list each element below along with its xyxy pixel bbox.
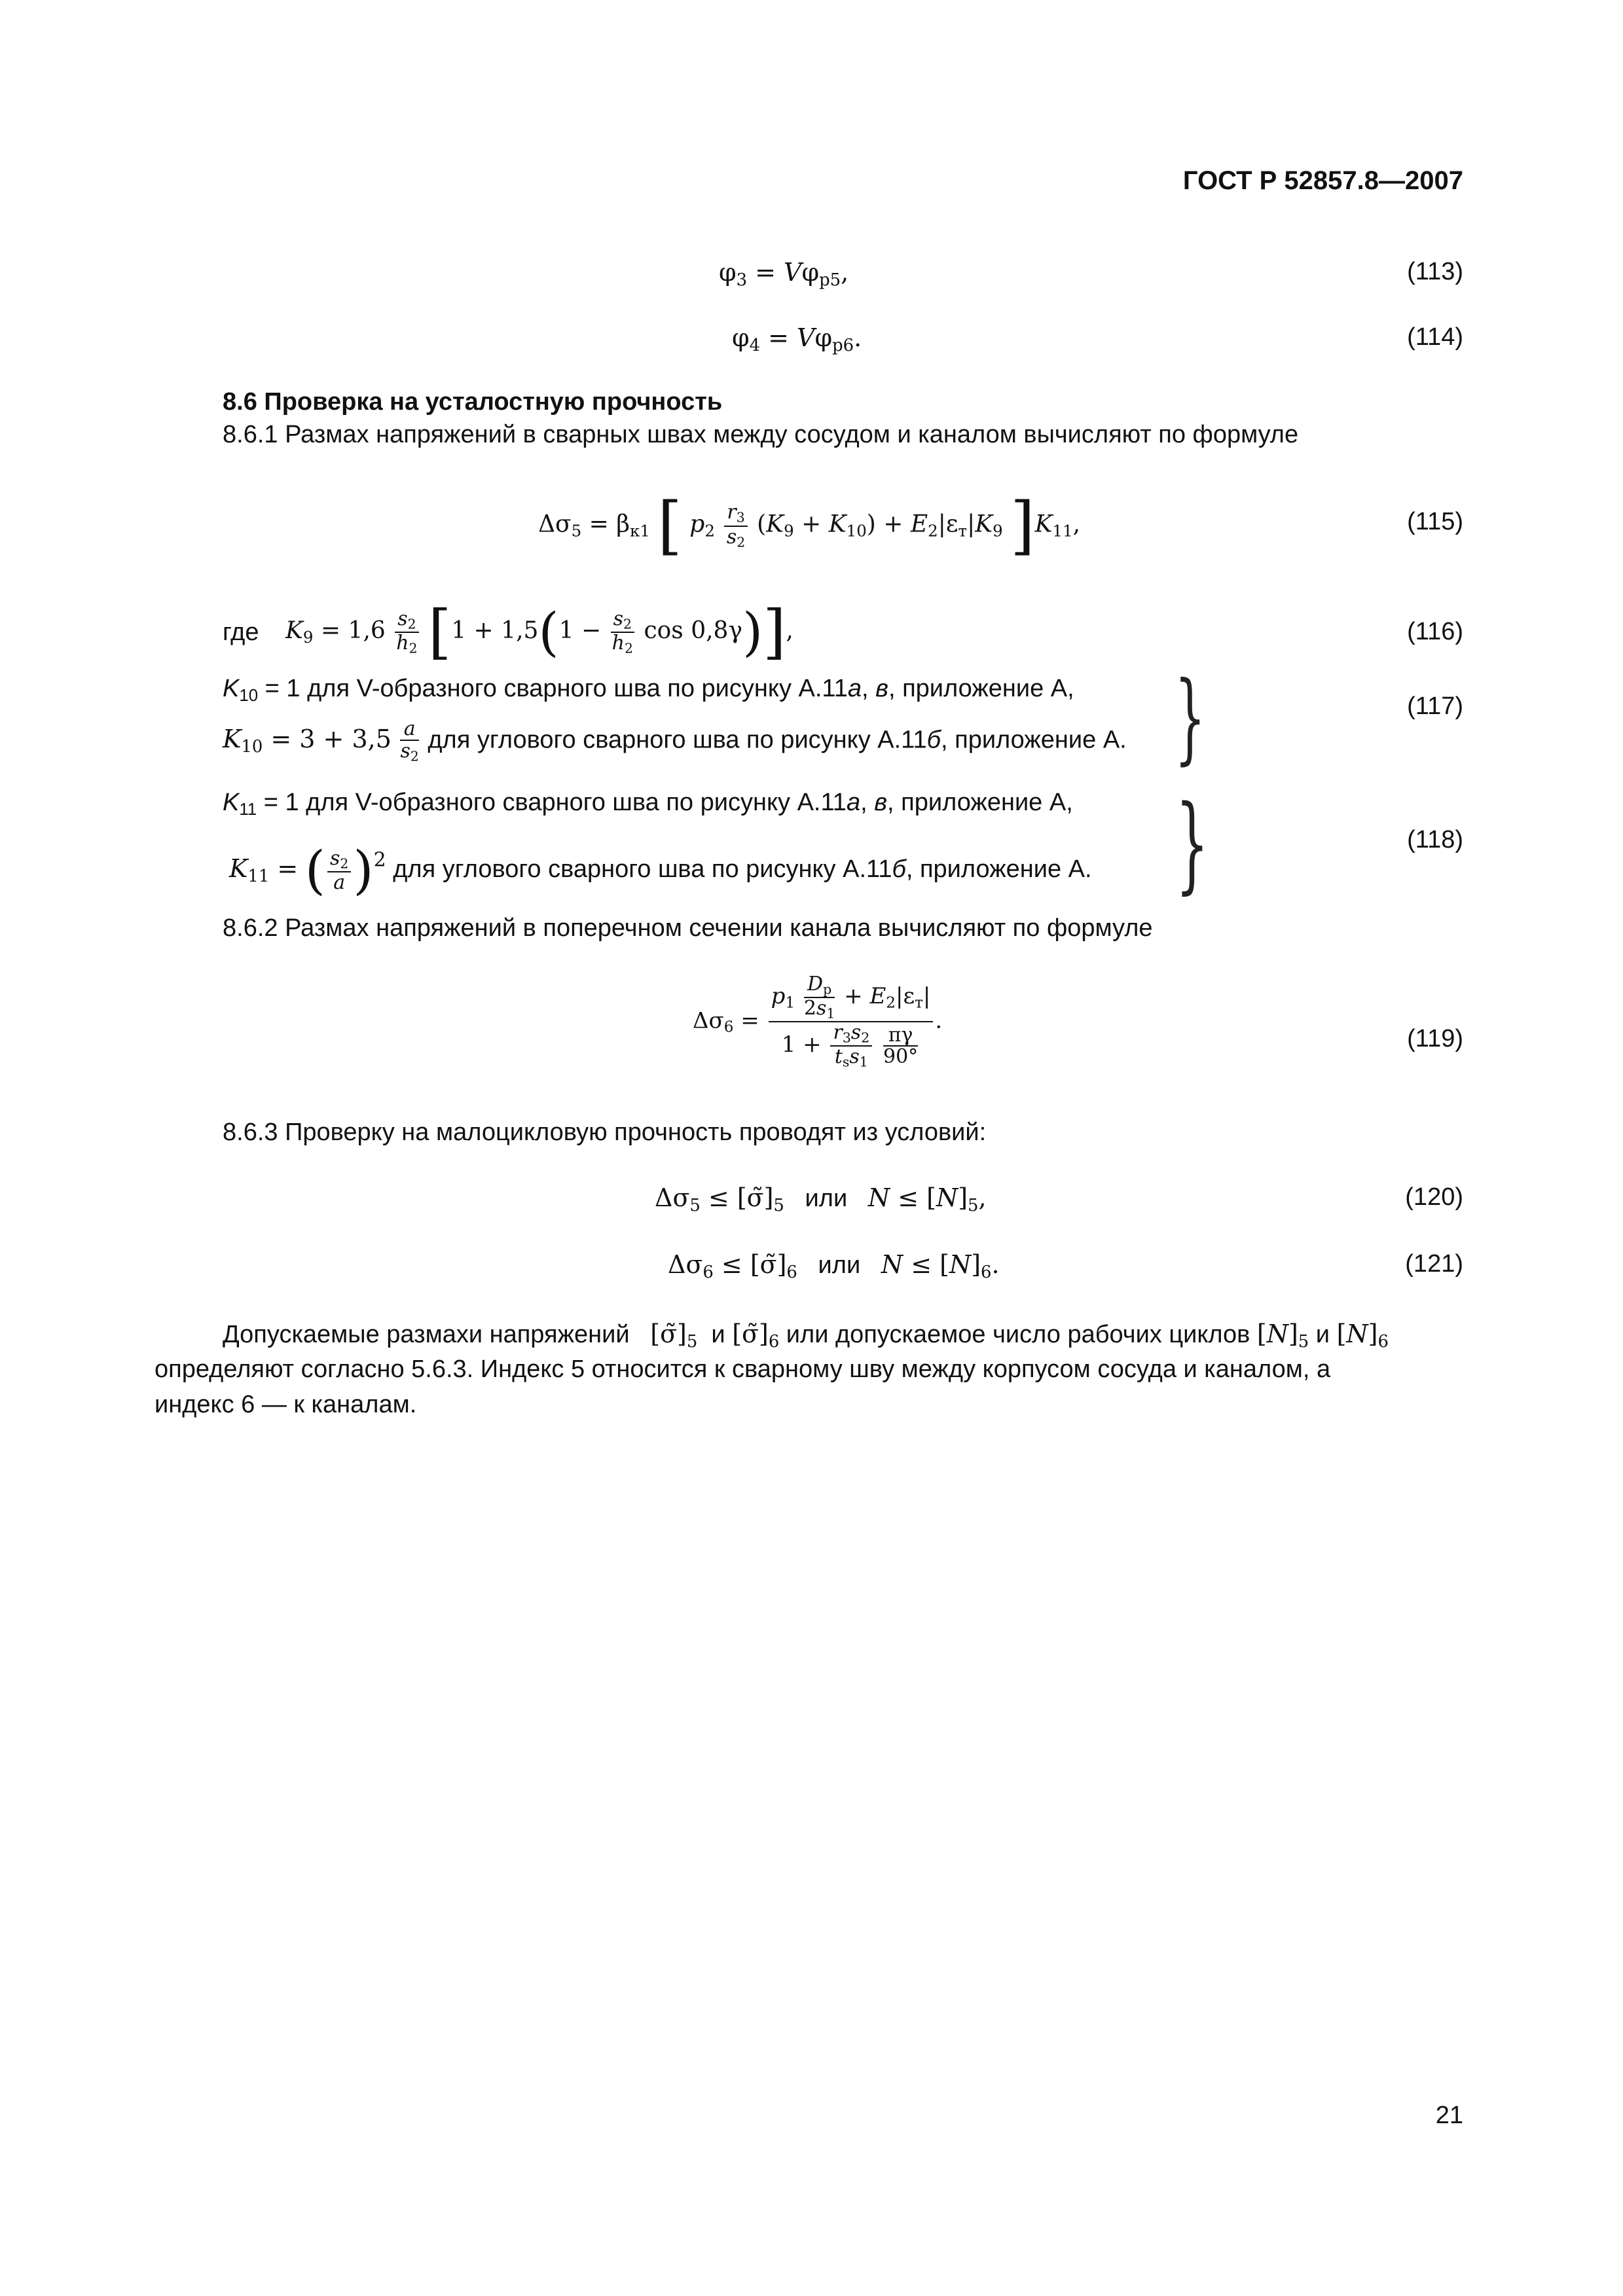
eq118-line2-tail: , приложение А. [905,855,1092,884]
equation-number-115: (115) [1407,508,1463,535]
section-heading-8-6: 8.6 Проверка на усталостную прочность [223,388,723,416]
equation-113: $\varphi_3 = V\varphi_{p5}$, [719,258,849,291]
eq117-line2-tail: , приложение А. [941,726,1127,754]
closing-paragraph-line-2: определяют согласно 5.6.3. Индекс 5 относится к сварному шву между корпусом сосуда и каналом, а [155,1355,1331,1383]
closing-paragraph-line-3: индекс 6 — к каналам. [155,1391,417,1418]
equation-119: $\Delta\sigma_6$ = $p_1$ $\frac{D_р}{2s_1}$ + $E_2|\varepsilon_т|$ 1 + $\frac{r_3s_2}{t_ss_1}$ $\frac{\pi\gamma}{90^\circ}$ . [693,973,943,1071]
equation-117-line-1: $K_{10} = 1$ для V-образного сварного шва по рисунку А.11а, в, приложение А, [223,675,1074,706]
equation-120: $\Delta\sigma_5$ ≤ $[\sigmã]_5$ или $N \le [N]_5$, [655,1183,987,1216]
page-number: 21 [1435,2102,1463,2129]
equation-118-line-1: $K_{11} = 1$ для V-образного сварного шва по рисунку А.11а, в, приложение А, [223,789,1073,819]
equation-number-116: (116) [1407,618,1463,645]
eq118-line1-text: = 1 для V-образного сварного шва по рисунку А.11 [257,789,847,816]
equation-115: $\Delta\sigma_5 = \beta_{к1}$ [ $p_2$ $\frac{r_3}{s_2}$ $(K_9 + K_{10}) + E_2|\varepsilon_т|K_9$ ]$K_{11}$, [538,489,1081,562]
eq118-line1-tail: , приложение А, [887,789,1073,816]
paragraph-8-6-2: 8.6.2 Размах напряжений в поперечном сечении канала вычисляют по формуле [223,914,1153,942]
paragraph-8-6-1: 8.6.1 Размах напряжений в сварных швах между сосудом и каналом вычисляют по формуле [223,421,1299,448]
or-word-120: или [805,1185,848,1212]
brace-117: } [1174,661,1206,775]
eq118-line2-text: для углового сварного шва по рисунку А.11 [393,855,892,884]
equation-117-line-2: $K_{10} = 3 + 3,5$ $\frac{a}{s_2}$ для углового сварного шва по рисунку А.11б, приложение А. [223,717,1127,764]
brace-118: } [1175,782,1209,905]
equation-number-114: (114) [1407,323,1463,351]
where-label: где [223,619,259,646]
eq117-line1-tail: , приложение А, [888,675,1074,702]
document-code: ГОСТ Р 52857.8—2007 [1182,166,1463,195]
equation-number-118: (118) [1407,826,1463,853]
equation-number-113: (113) [1407,258,1463,285]
eq117-line2-text: для углового сварного шва по рисунку А.11 [420,726,927,754]
equation-121: $\Delta\sigma_6$ ≤ $[\sigmã]_6$ или $N \le [N]_6$. [668,1250,1000,1283]
equation-116: $K_9 = 1,6$ $\frac{s_2}{h_2}$ [1 + 1,5(1 − $\frac{s_2}{h_2}$ cos 0,8γ)], [285,598,793,666]
paragraph-8-6-3: 8.6.3 Проверку на малоцикловую прочность проводят из условий: [223,1119,987,1146]
equation-number-117: (117) [1407,692,1463,720]
equation-114: $\varphi_4 = V\varphi_{p6}$. [732,323,862,356]
closing-line-1-text: Допускаемые размахи напряжений [223,1321,630,1348]
equation-number-121: (121) [1405,1250,1463,1278]
equation-number-119: (119) [1407,1025,1463,1052]
closing-paragraph-line-1: Допускаемые размахи напряжений $[\sigmã]_5$ и $[\sigmã]_6$ или допускаемое число рабочих циклов $[N]_5$ и $[N]_6$ [223,1319,1389,1352]
or-word-121: или [818,1251,861,1279]
equation-number-120: (120) [1405,1183,1463,1211]
equation-118-line-2: $K_{11}$ = ( $\frac{s_2}{a}$ )$^2$ для углового сварного шва по рисунку А.11б, приложение А. [229,840,1092,901]
eq117-line1-text: = 1 для V-образного сварного шва по рисунку А.11 [258,675,848,702]
